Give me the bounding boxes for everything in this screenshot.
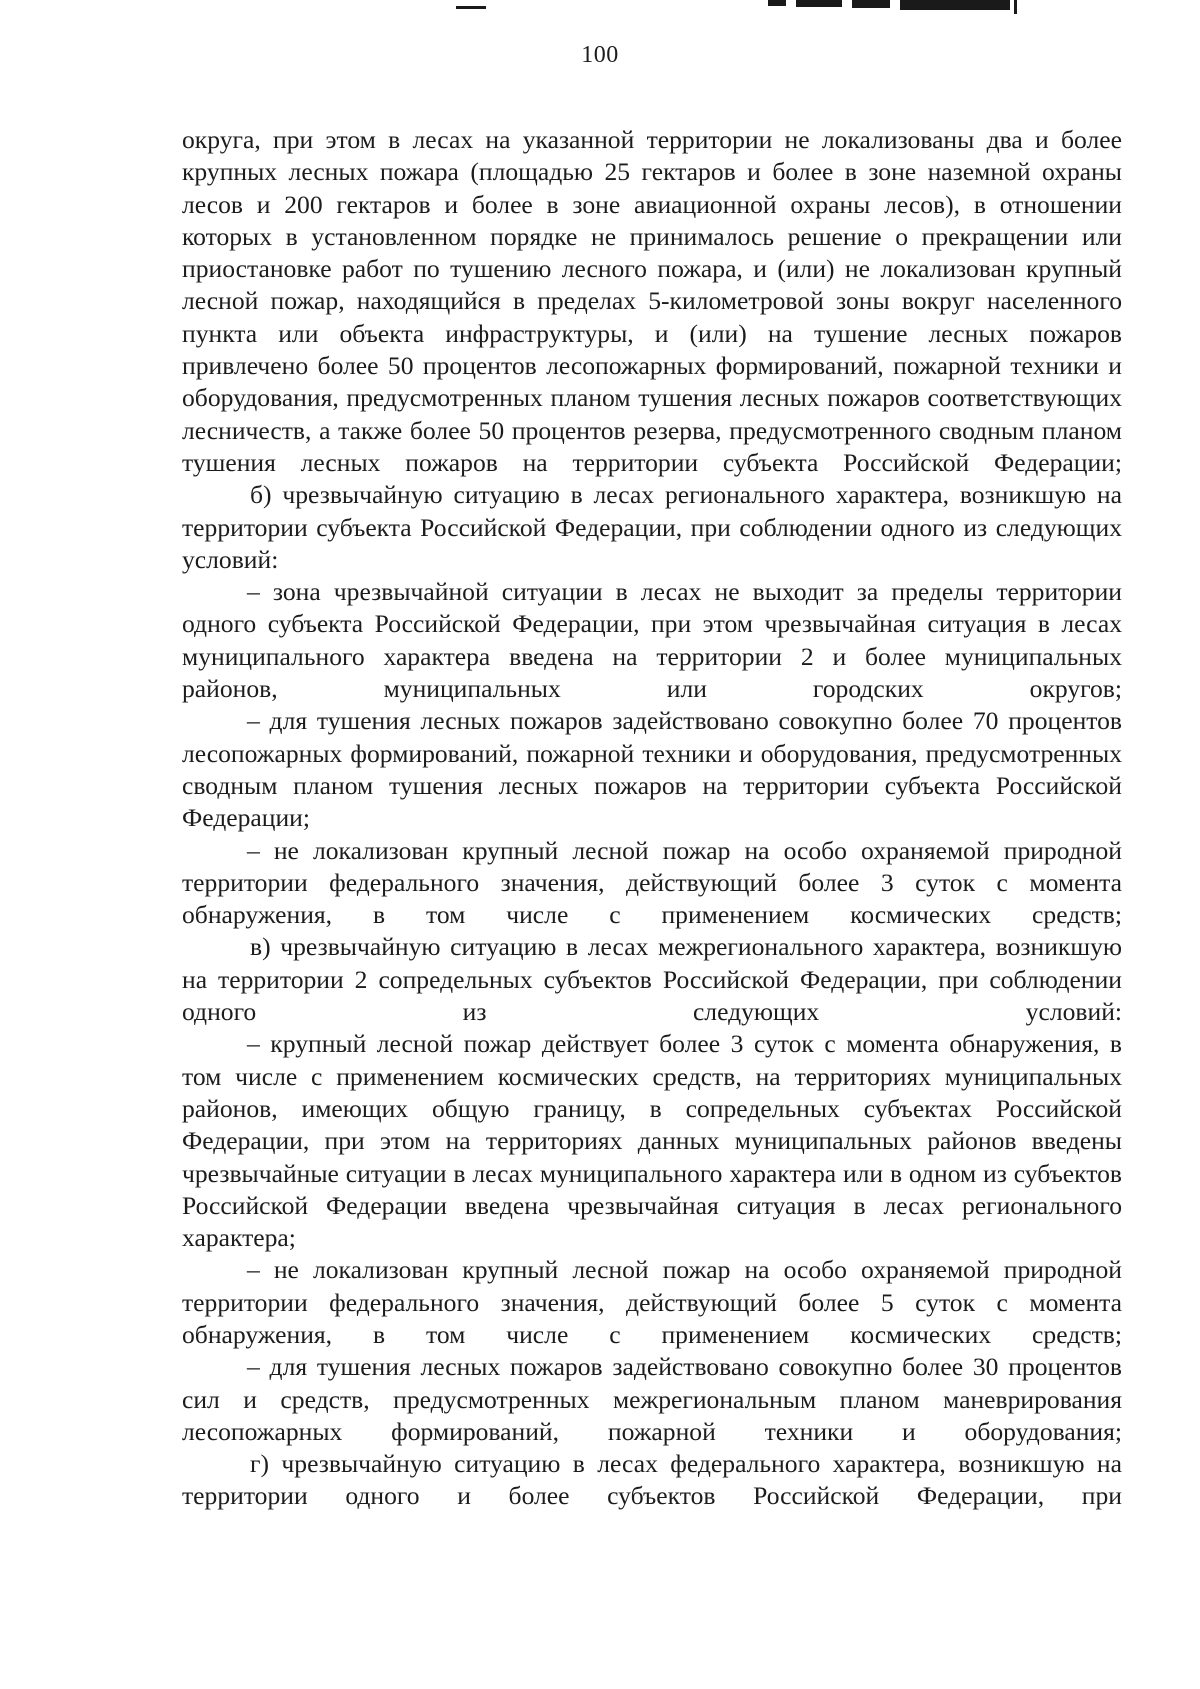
paragraph-item-b: б) чрезвычайную ситуацию в лесах регионального характера, возникшую на территории субъекта Российской Федерации, при соблюдении одного из следующих условий: bbox=[182, 480, 1122, 574]
scan-artifact-bar bbox=[1014, 0, 1017, 14]
paragraph-item-v: в) чрезвычайную ситуацию в лесах межрегионального характера, возникшую на территории 2 сопредельных субъектов Российской Федерации, при соблюдении одного из следующих условий: bbox=[182, 932, 1122, 1027]
page-number: 100 bbox=[581, 42, 619, 68]
scan-artifact-bar bbox=[768, 0, 786, 6]
scan-artifact-bar bbox=[796, 0, 842, 7]
paragraph-dash-item: – крупный лесной пожар действует более 3 суток с момента обнаружения, в том числе с применением космических средств, на территориях муниципальных районов, имеющих общую границу, в сопредельных субъектах Российской Федерации, при этом на территориях данных муниципальных районов введены чрезвычайные ситуации в лесах муниципального характера или в одном из субъектов Российской Федерации введена чрезвычайная ситуация в лесах регионального характера; bbox=[182, 1029, 1122, 1253]
paragraph-item-g: г) чрезвычайную ситуацию в лесах федерального характера, возникшую на территории одного и более субъектов Российской Федерации, при bbox=[182, 1449, 1122, 1511]
document-body bbox=[182, 124, 1122, 1513]
scan-artifact-bar bbox=[852, 0, 890, 8]
paragraph-dash-item: – для тушения лесных пожаров задействовано совокупно более 70 процентов лесопожарных формирований, пожарной техники и оборудования, предусмотренных сводным планом тушения лесных пожаров на территории субъекта Российской Федерации; bbox=[182, 706, 1122, 833]
scan-artifact-dash bbox=[456, 6, 486, 9]
scan-artifact-top bbox=[0, 0, 1200, 16]
paragraph-dash-item: – зона чрезвычайной ситуации в лесах не выходит за пределы территории одного субъекта Российской Федерации, при этом чрезвычайная ситуация в лесах муниципального характера введена на территории 2 и более муниципальных районов, муниципальных или городских округов; bbox=[182, 577, 1122, 704]
paragraph-dash-item: – не локализован крупный лесной пожар на особо охраняемой природной территории федерального значения, действующий более 3 суток с момента обнаружения, в том числе с применением космических средств; bbox=[182, 835, 1122, 930]
paragraph-dash-item: – для тушения лесных пожаров задействовано совокупно более 30 процентов сил и средств, предусмотренных межрегиональным планом маневрирования лесопожарных формирований, пожарной техники и оборудования; bbox=[182, 1352, 1122, 1446]
paragraph-dash-item: – не локализован крупный лесной пожар на особо охраняемой природной территории федерального значения, действующий более 5 суток с момента обнаружения, в том числе с применением космических средств; bbox=[182, 1255, 1122, 1349]
paragraph-continuation: округа, при этом в лесах на указанной территории не локализованы два и более крупных лесных пожара (площадью 25 гектаров и более в зоне наземной охраны лесов и 200 гектаров и более в зоне авиационной охраны лесов), в отношении которых в установленном порядке не принималось решение о прекращении или приостановке работ по тушению лесного пожара, и (или) не локализован крупный лесной пожар, находящийся в пределах 5-километровой зоны вокруг населенного пункта или объекта инфраструктуры, и (или) на тушение лесных пожаров привлечено более 50 процентов лесопожарных формирований, пожарной техники и оборудования, предусмотренных планом тушения лесных пожаров соответствующих лесничеств, а также более 50 процентов резерва, предусмотренного сводным планом тушения лесных пожаров на территории субъекта Российской Федерации; bbox=[182, 125, 1122, 477]
scan-artifact-bar bbox=[900, 0, 1010, 10]
